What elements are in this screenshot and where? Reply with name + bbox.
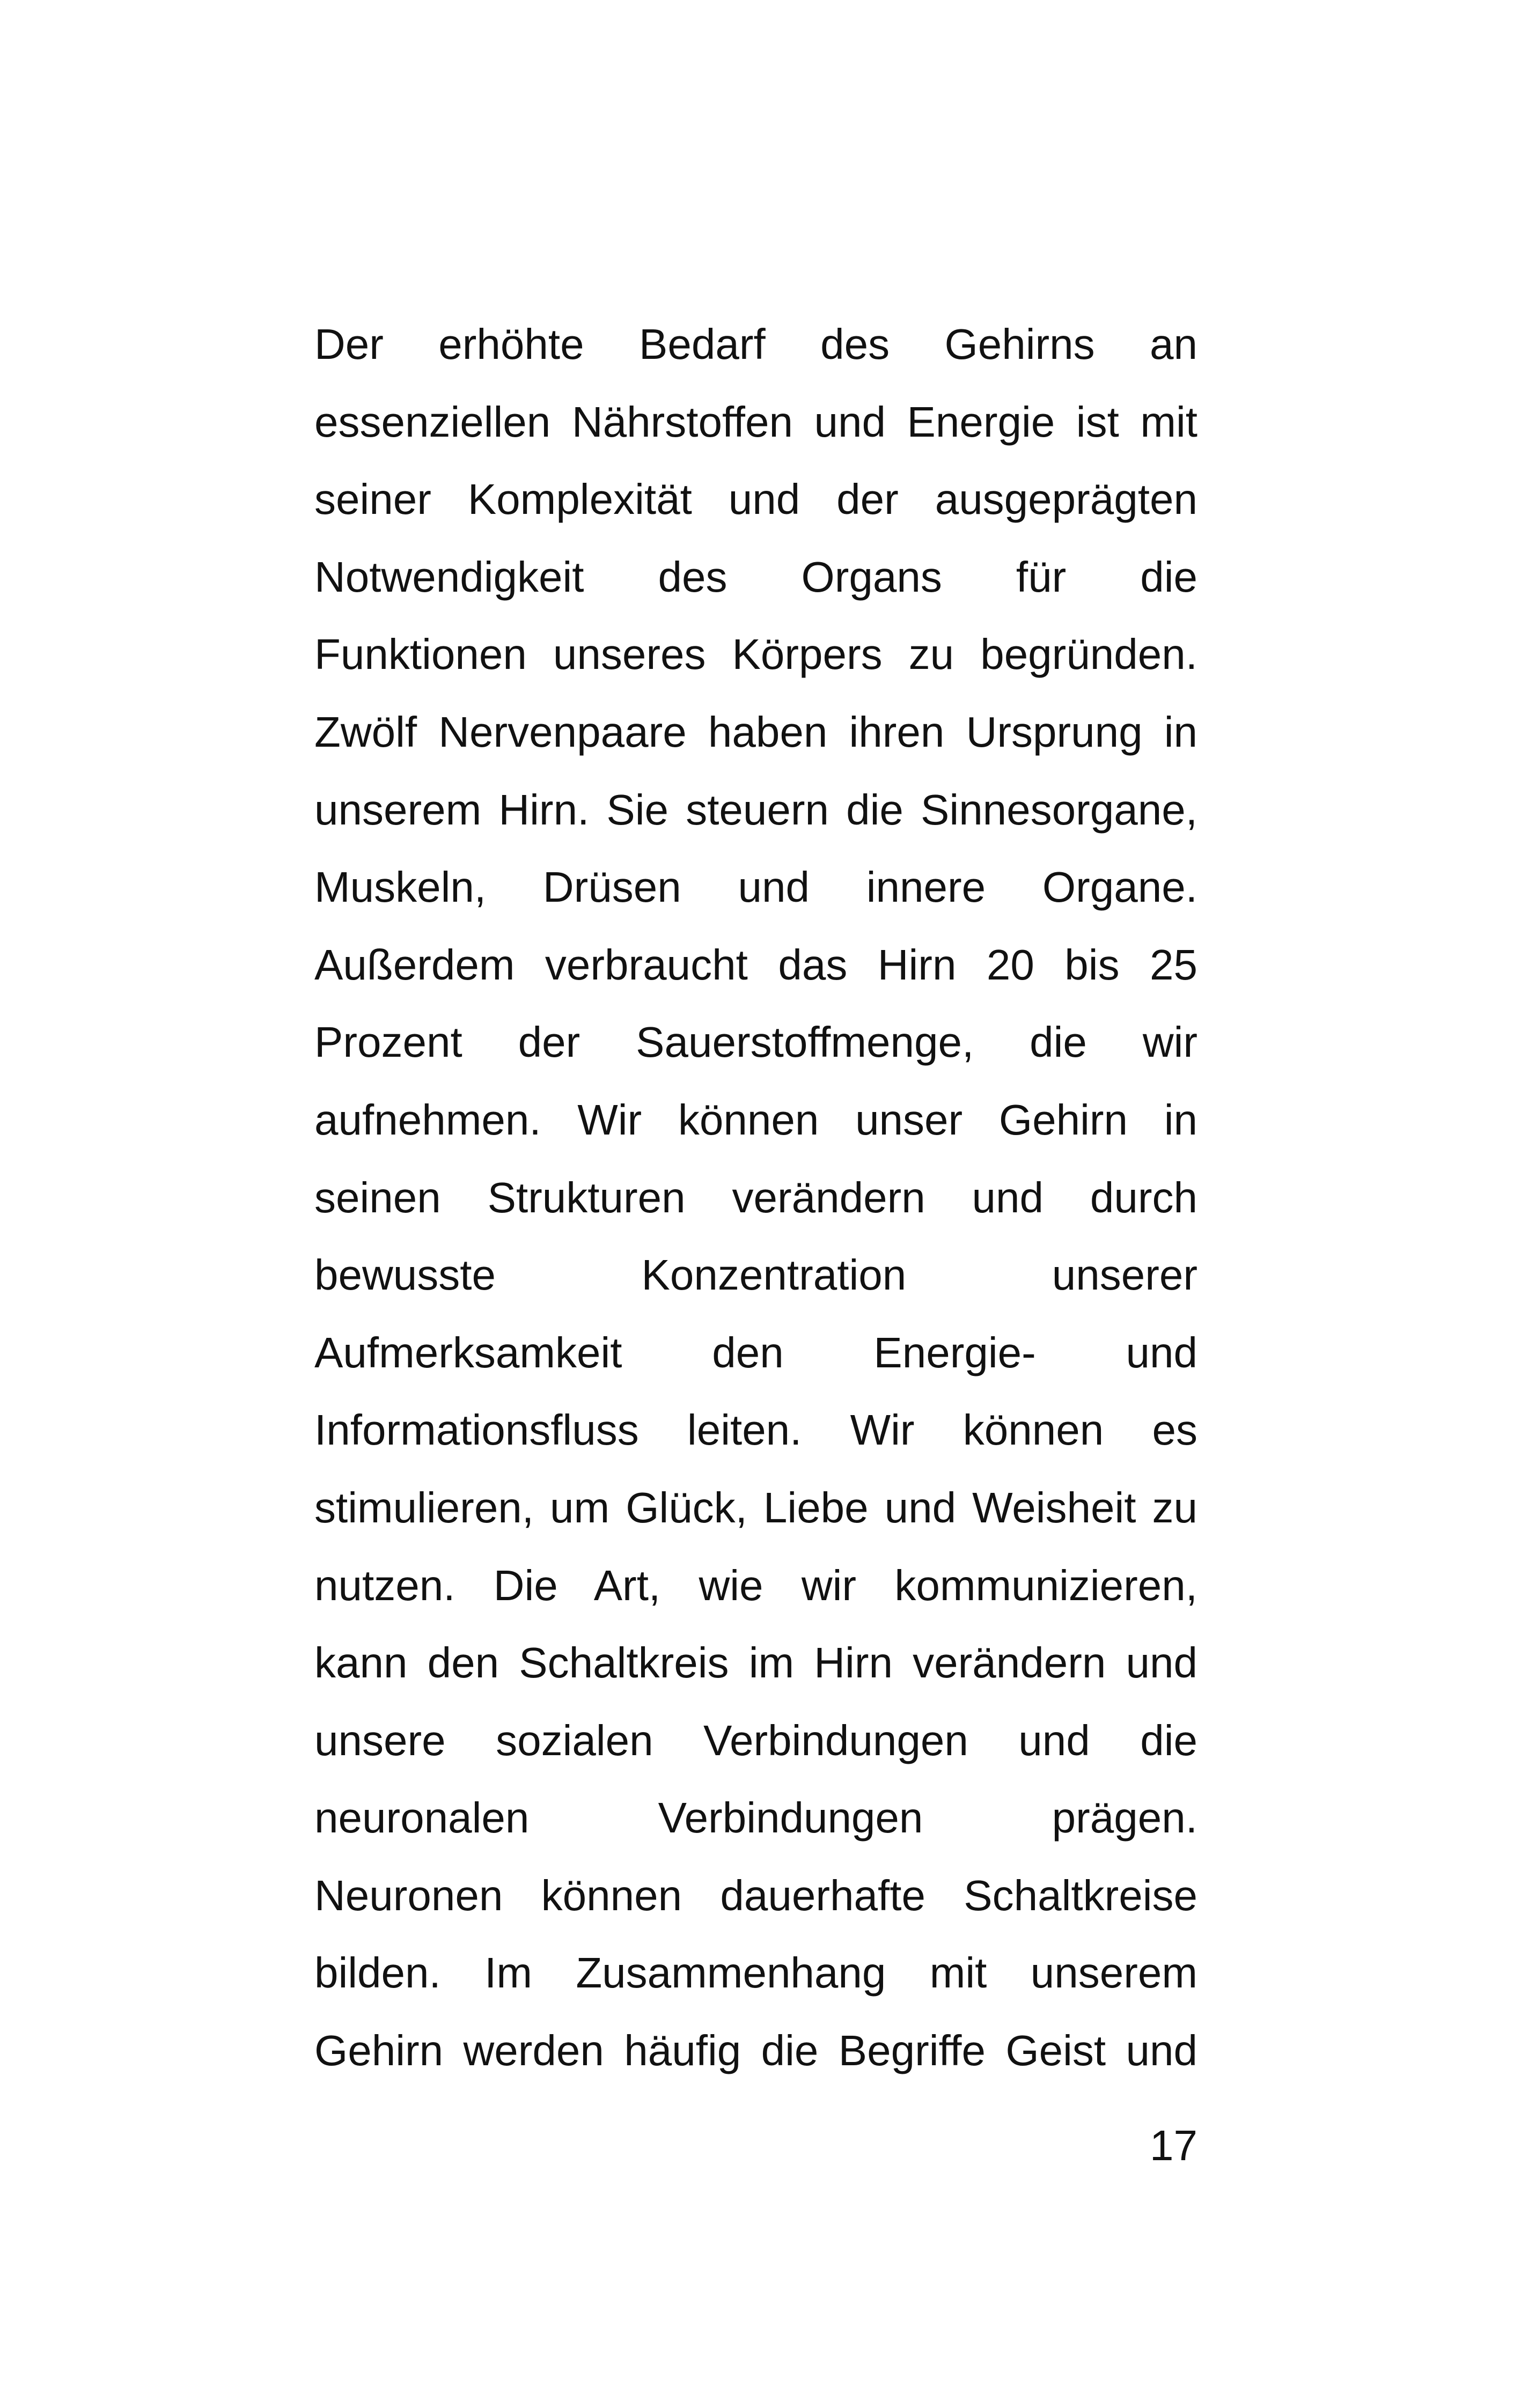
text-line: bewusste Konzentration unserer (314, 1251, 1197, 1299)
text-line: Neuronen können dauerhafte Schaltkreise (314, 1871, 1197, 1919)
text-line: unserem Hirn. Sie steuern die Sinnesorgane, (314, 785, 1197, 834)
text-line: Funktionen unseres Körpers zu begründen. (314, 630, 1197, 679)
text-line: Gehirn werden häufig die Begriffe Geist und (314, 2027, 1197, 2075)
text-line: neuronalen Verbindungen prägen. (314, 1794, 1197, 1842)
text-line: Zwölf Nervenpaare haben ihren Ursprung in (314, 708, 1197, 756)
text-line: Muskeln, Drüsen und innere Organe. (314, 863, 1197, 911)
text-line: seiner Komplexität und der ausgeprägten (314, 475, 1197, 524)
text-line: kann den Schaltkreis im Hirn verändern und (314, 1639, 1197, 1687)
text-line: Prozent der Sauerstoffmenge, die wir (314, 1018, 1197, 1066)
text-line: Der erhöhte Bedarf des Gehirns an (314, 320, 1197, 368)
text-line: nutzen. Die Art, wie wir kommunizieren, (314, 1561, 1197, 1609)
text-line: aufnehmen. Wir können unser Gehirn in (314, 1095, 1197, 1144)
text-line: bilden. Im Zusammenhang mit unserem (314, 1949, 1197, 1997)
text-line: stimulieren, um Glück, Liebe und Weisheit zu (314, 1483, 1197, 1531)
text-line: Notwendigkeit des Organs für die (314, 553, 1197, 601)
text-line: seinen Strukturen verändern und durch (314, 1173, 1197, 1221)
text-line: essenziellen Nährstoffen und Energie ist mit (314, 397, 1197, 446)
page-number: 17 (1150, 2122, 1197, 2169)
text-line: unsere sozialen Verbindungen und die (314, 1716, 1197, 1764)
text-line: Außerdem verbraucht das Hirn 20 bis 25 (314, 940, 1197, 989)
text-line: Aufmerksamkeit den Energie- und (314, 1328, 1197, 1376)
body-paragraph (314, 306, 1197, 2090)
text-line: Informationsfluss leiten. Wir können es (314, 1406, 1197, 1454)
